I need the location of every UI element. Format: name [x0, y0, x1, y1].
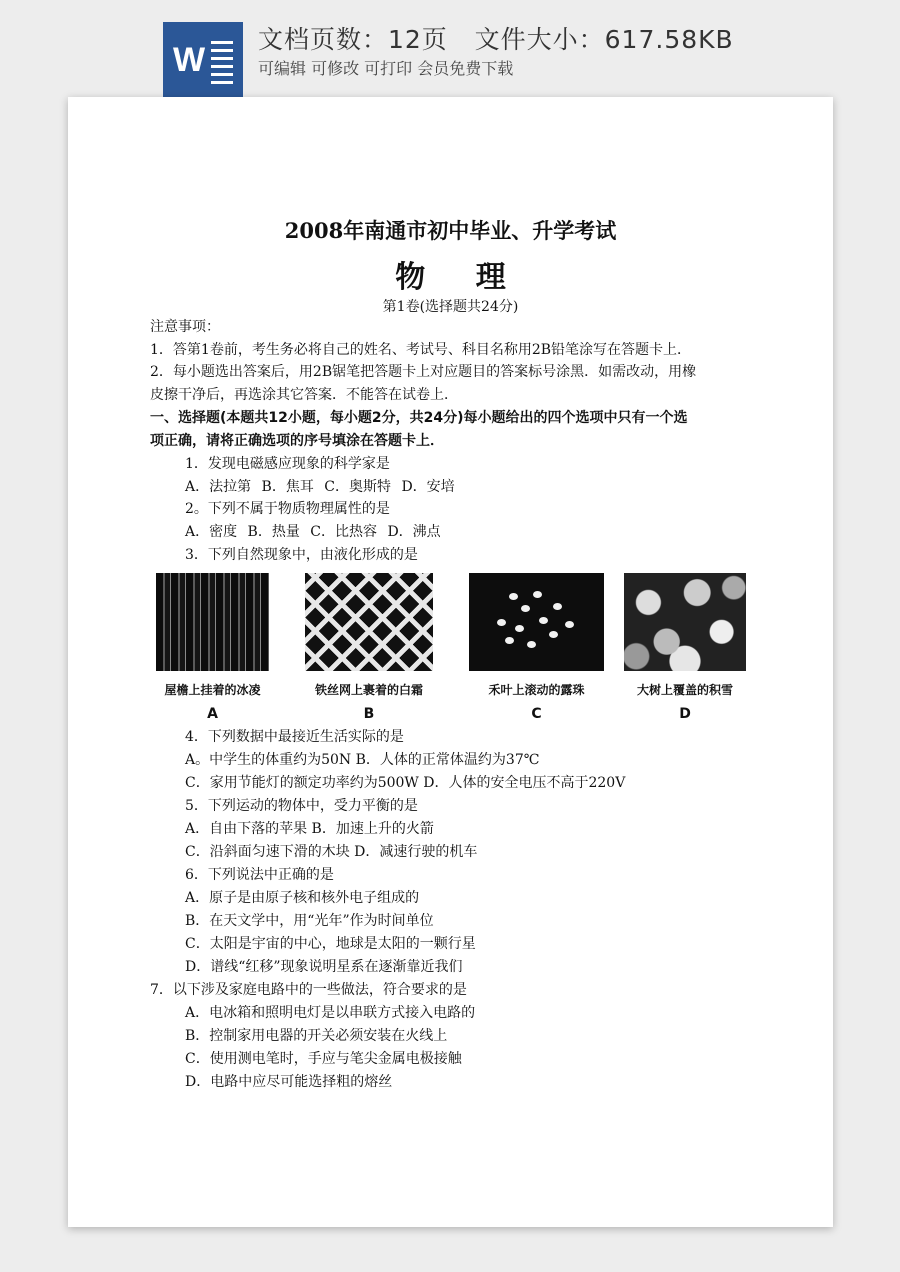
download-banner [0, 0, 900, 100]
figure-label: A [207, 706, 218, 722]
figure-caption: 大树上覆盖的积雪 [636, 683, 733, 697]
question-4-options-ab: A。中学生的体重约为50N B．人体的正常体温约为37℃ [185, 752, 540, 768]
question-4: 4．下列数据中最接近生活实际的是 [185, 729, 404, 745]
question-5-options-cd: C．沿斜面匀速下滑的木块 D．减速行驶的机车 [185, 844, 478, 860]
document-info: 文档页数：12页 文件大小：617.58KB [258, 25, 734, 54]
exam-title: 2008年南通市初中毕业、升学考试 [284, 218, 617, 243]
frost-wire-image [305, 573, 433, 671]
figure-caption: 铁丝网上裹着的白霜 [314, 683, 423, 697]
figure-b [305, 573, 433, 722]
question-6: 6．下列说法中正确的是 [185, 867, 334, 883]
question-2-options: A．密度 B．热量 C．比热容 D．沸点 [185, 524, 441, 540]
question-7-option-d: D．电路中应尽可能选择粗的熔丝 [185, 1074, 393, 1090]
question-7-option-b: B．控制家用电器的开关必须安装在火线上 [185, 1028, 448, 1044]
question-6-option-c: C．太阳是宇宙的中心，地球是太阳的一颗行星 [185, 936, 476, 952]
document-features: 可编辑 可修改 可打印 会员免费下载 [258, 59, 514, 78]
word-document-icon: W [163, 22, 243, 98]
question-2: 2。下列不属于物质物理属性的是 [185, 501, 390, 517]
figure-d [624, 573, 746, 722]
figure-c [469, 573, 604, 722]
question-3: 3．下列自然现象中，由液化形成的是 [185, 547, 418, 563]
question-5: 5．下列运动的物体中，受力平衡的是 [185, 798, 418, 814]
figure-caption: 禾叶上滚动的露珠 [488, 683, 585, 697]
icicle-image [156, 573, 269, 671]
question-5-options-ab: A．自由下落的苹果 B．加速上升的火箭 [185, 821, 434, 837]
question-6-option-d: D．谱线“红移”现象说明星系在逐渐靠近我们 [185, 959, 463, 975]
figure-a [156, 573, 269, 722]
figure-label: C [531, 706, 542, 722]
figure-label: B [363, 706, 375, 722]
section-heading-continued: 项正确，请将正确选项的序号填涂在答题卡上． [150, 433, 444, 449]
question-6-option-b: B．在天文学中，用“光年”作为时间单位 [185, 913, 434, 929]
question-7-option-c: C．使用测电笔时，手应与笔尖金属电极接触 [185, 1051, 462, 1067]
subject-title: 物 理 [395, 260, 526, 295]
question-1: 1．发现电磁感应现象的科学家是 [185, 456, 390, 472]
question-1-options: A．法拉第 B．焦耳 C．奥斯特 D．安培 [185, 479, 455, 495]
question-4-options-cd: C．家用节能灯的额定功率约为500W D．人体的安全电压不高于220V [185, 775, 626, 791]
question-7-option-a: A．电冰箱和照明电灯是以串联方式接入电路的 [185, 1005, 476, 1021]
snow-tree-image [624, 573, 746, 671]
question-7: 7．以下涉及家庭电路中的一些做法，符合要求的是 [150, 982, 467, 998]
figure-label: D [679, 706, 691, 722]
section-heading: 一、选择题(本题共12小题，每小题2分，共24分)每小题给出的四个选项中只有一个选 [150, 410, 688, 426]
question-6-option-a: A．原子是由原子核和核外电子组成的 [185, 890, 420, 906]
note-1: 1．答第1卷前，考生务必将自己的姓名、考试号、科目名称用2B铅笔涂写在答题卡上． [150, 342, 692, 358]
document-page [68, 97, 833, 1227]
dew-drops-image [469, 573, 604, 671]
note-2-continued: 皮擦干净后，再选涂其它答案．不能答在试卷上． [150, 387, 458, 403]
figure-caption: 屋檐上挂着的冰凌 [164, 683, 261, 697]
volume-label: 第1卷(选择题共24分) [382, 299, 519, 315]
note-2: 2．每小题选出答案后，用2B锯笔把答题卡上对应题目的答案标号涂黑．如需改动，用橡 [150, 364, 697, 380]
notes-heading: 注意事项： [150, 319, 220, 335]
